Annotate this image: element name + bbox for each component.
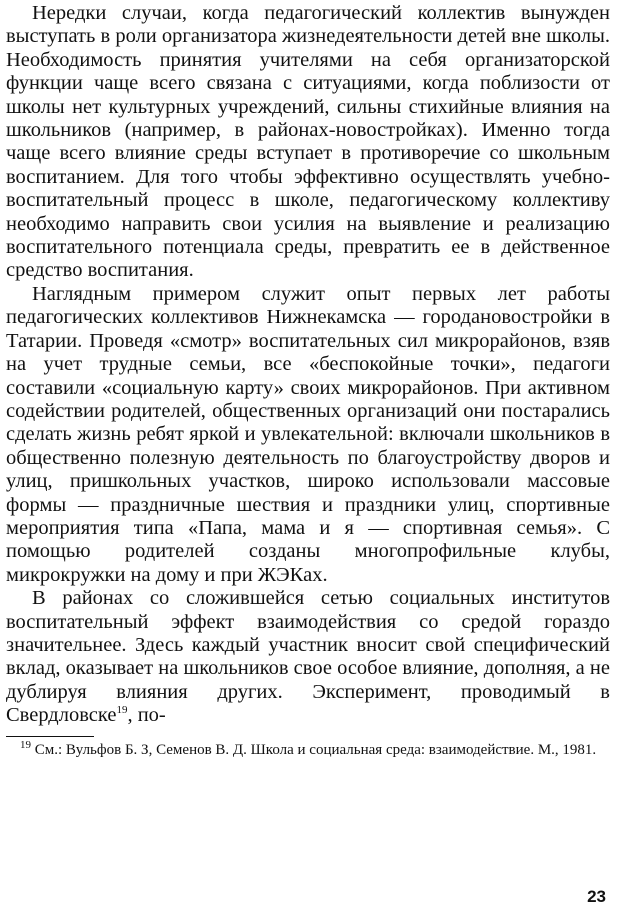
footnote-text: См.: Вульфов Б. З, Семенов В. Д. Школа и социальная среда: взаимодействие. М., 1981. [34,741,597,758]
paragraph-3-text: В районах со сложившейся сетью социальных институтов воспитательный эффект взаимодействия со средой гораздо значительнее. Здесь каждый участник вносит свой специфический вклад, оказывает на школьников свое особое влияние, дополняя, а не дублируя влияния других. Эксперимент, проводимый в Свердловске [6,587,610,727]
footnote-reference: 19 [116,704,128,717]
paragraph-2: Наглядным примером служит опыт первых лет работы педагогических коллективов Нижнекамска — городановостройки в Татарии. Проведя «смотр» воспитательных сил микрорайонов, взяв на учет трудные семьи, все «беспокойные точки», педагоги составили «социальную карту» своих микрорайонов. При активном содействии родителей, общественных организаций они постарались сделать жизнь ребят яркой и увлекательной: включали школьников в общественно полезную деятельность по благоустройству дворов и улиц, пришкольных участков, широко использовали массовые формы — праздничные шествия и праздники улиц, спортивные мероприятия типа «Папа, мама и я — спортивная семья». С помощью родителей созданы многопрофильные клубы, микрокружки на дому и при ЖЭКах. [6,282,610,586]
paragraph-3-tail: , по- [127,704,166,727]
footnote [6,738,610,760]
footnote-divider [6,736,94,737]
paragraph-3 [6,587,610,727]
footnote-marker: 19 [20,738,31,751]
page-number: 23 [587,887,606,906]
paragraph-1: Нередки случаи, когда педагогический коллектив вынужден выступать в роли организатора жизнедеятельности детей вне школы. Необходимость принятия учителями на себя организаторской функции чаще всего связана с ситуациями, когда поблизости от школы нет культурных учреждений, сильны стихийные влияния на школьников (например, в районах-новостройках). Именно тогда чаще всего влияние среды вступает в противоречие со школьным воспитанием. Для того чтобы эффективно осуществлять учебно-воспитательный процесс в школе, педагогическому коллективу необходимо направить свои усилия на выявление и реализацию воспитательного потенциала среды, превратить ее в действенное средство воспитания. [6,2,610,282]
